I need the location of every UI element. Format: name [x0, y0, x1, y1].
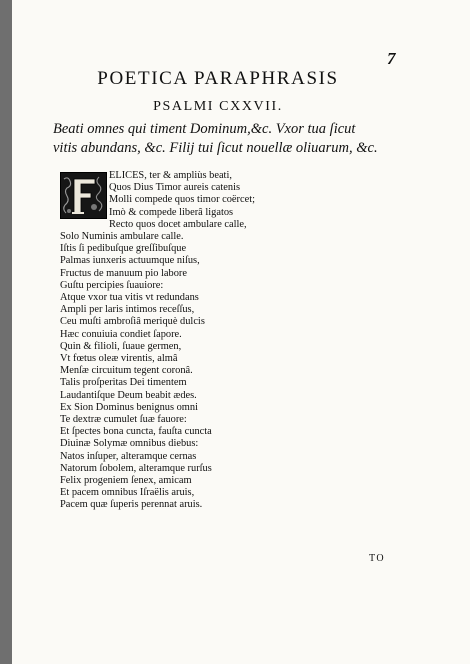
- verse-line: Molli compede quos timor coërcet;: [109, 194, 256, 206]
- verse-line: Hæc conuiuia condiet ſapore.: [60, 328, 182, 340]
- verse-line: Laudantiſque Deum beabit ædes.: [60, 389, 197, 401]
- verse-line: Talis proſperitas Dei timentem: [60, 377, 187, 389]
- verse-line: Fructus de manuum pio labore: [60, 267, 187, 279]
- verse-line: Quin & filioli, ſuaue germen,: [60, 340, 182, 352]
- verse-line: Ampli per laris intimos receſſus,: [60, 304, 195, 316]
- verse-line: Natos inſuper, alteramque cernas: [60, 450, 197, 462]
- verse-line: Pacem quæ ſuperis perennat aruis.: [60, 499, 203, 511]
- incipit: [53, 120, 393, 158]
- verse-line: Natorum ſobolem, alteramque rurſus: [60, 462, 212, 474]
- verse-line: Et ſpectes bona cuncta, fauſta cuncta: [60, 426, 212, 438]
- incipit-line: Beati omnes qui timent Dominum,&c. Vxor tua ſicut: [53, 121, 356, 137]
- verse-line: Imò & compede liberâ ligatos: [109, 206, 234, 218]
- psalm-number: PSALMI CXXVII.: [153, 99, 283, 114]
- verse-line: Quos Dius Timor aureis catenis: [109, 182, 241, 194]
- verse-line: Recto quos docet ambulare calle,: [109, 218, 247, 230]
- verse-line: Ceu muſti ambroſiâ meriquè dulcis: [60, 316, 205, 328]
- verse-line: Te dextræ cumulet ſuæ fauore:: [60, 414, 187, 426]
- verse-line: Solo Numinis ambulare calle.: [60, 231, 184, 243]
- verse-line: Iſtis ſi pedibuſque greſſibuſque: [60, 243, 187, 255]
- verse-text: [60, 170, 255, 512]
- verse-line: ELICES, ter & ampliùs beati,: [109, 170, 232, 181]
- incipit-line: vitis abundans, &c. Filij tui ſicut nouellæ oliuarum, &c.: [53, 140, 378, 156]
- verse-line: Et pacem omnibus Iſraëlis aruis,: [60, 487, 195, 499]
- page-number: 7: [387, 49, 396, 68]
- catchword: TO: [369, 553, 386, 564]
- verse-line: Diuinæ Solymæ omnibus diebus:: [60, 438, 199, 450]
- verse-line: Ex Sion Dominus benignus omni: [60, 401, 198, 413]
- verse-line: Atque vxor tua vitis vt redundans: [60, 292, 199, 304]
- verse-line: Vt fœtus oleæ virentis, almâ: [60, 353, 178, 365]
- verse-line: Menſæ circuitum tegent coronâ.: [60, 365, 193, 377]
- verse-line: Palmas iunxeris actuumque niſus,: [60, 255, 200, 267]
- page-title: POETICA PARAPHRASIS: [97, 68, 339, 89]
- book-page: [12, 0, 470, 664]
- verse-line: Felix progeniem ſenex, amicam: [60, 475, 192, 487]
- verse-line: Guſtu percipies ſuauiore:: [60, 279, 164, 291]
